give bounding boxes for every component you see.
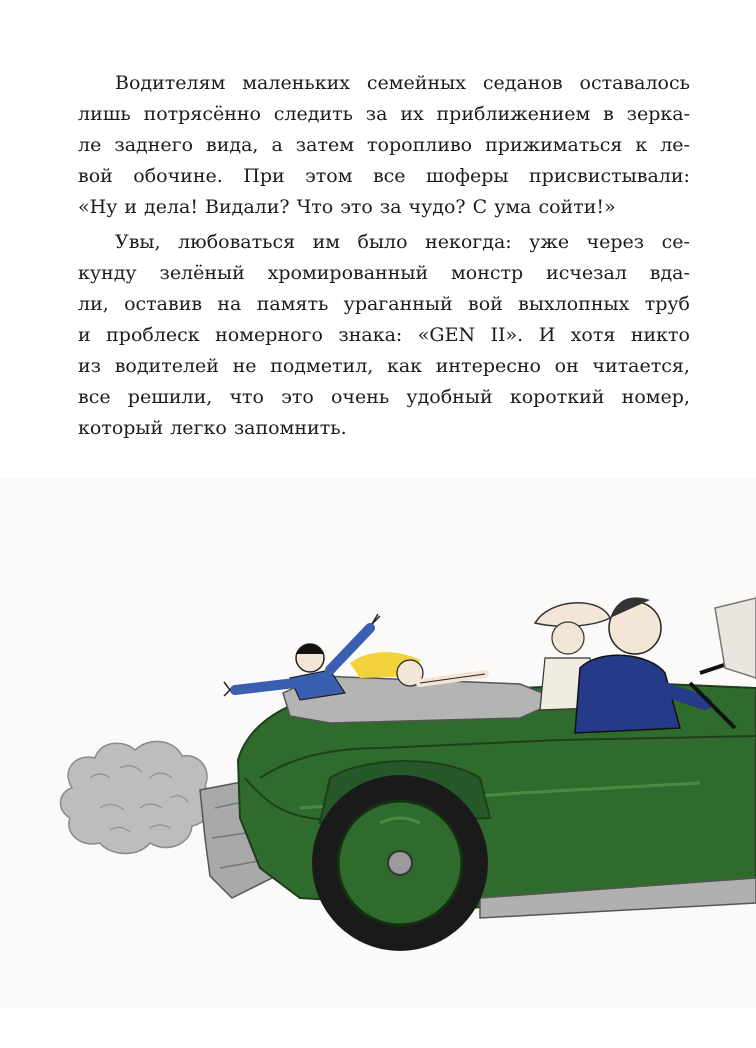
text-line: который легко запомнить. — [78, 417, 347, 439]
text-line: лишь потрясённо следить за их приближением в зерка- — [78, 103, 690, 125]
text-line: Увы, любоваться им было некогда: уже через се- — [115, 231, 690, 253]
car-illustration — [0, 478, 756, 1008]
car-wheel — [312, 775, 488, 951]
text-line: все решили, что это очень удобный короткий номер, — [78, 386, 690, 408]
text-line: Водителям маленьких семейных седанов оставалось — [115, 72, 690, 94]
text-line: ли, оставив на память ураганный вой выхлопных труб — [78, 293, 690, 315]
text-line: кунду зелёный хромированный монстр исчезал вда- — [78, 262, 690, 284]
text-line: и проблеск номерного знака: «GEN II». И хотя никто — [78, 324, 690, 346]
text-line: вой обочине. При этом все шоферы присвистывали: — [78, 165, 690, 187]
exhaust-smoke — [60, 741, 211, 853]
text-line: ле заднего вида, а затем торопливо прижиматься к ле- — [78, 134, 690, 156]
story-text — [78, 68, 690, 444]
text-line: «Ну и дела! Видали? Что это за чудо? С ума сойти!» — [78, 196, 616, 218]
text-line: из водителей не подметил, как интересно он читается, — [78, 355, 690, 377]
